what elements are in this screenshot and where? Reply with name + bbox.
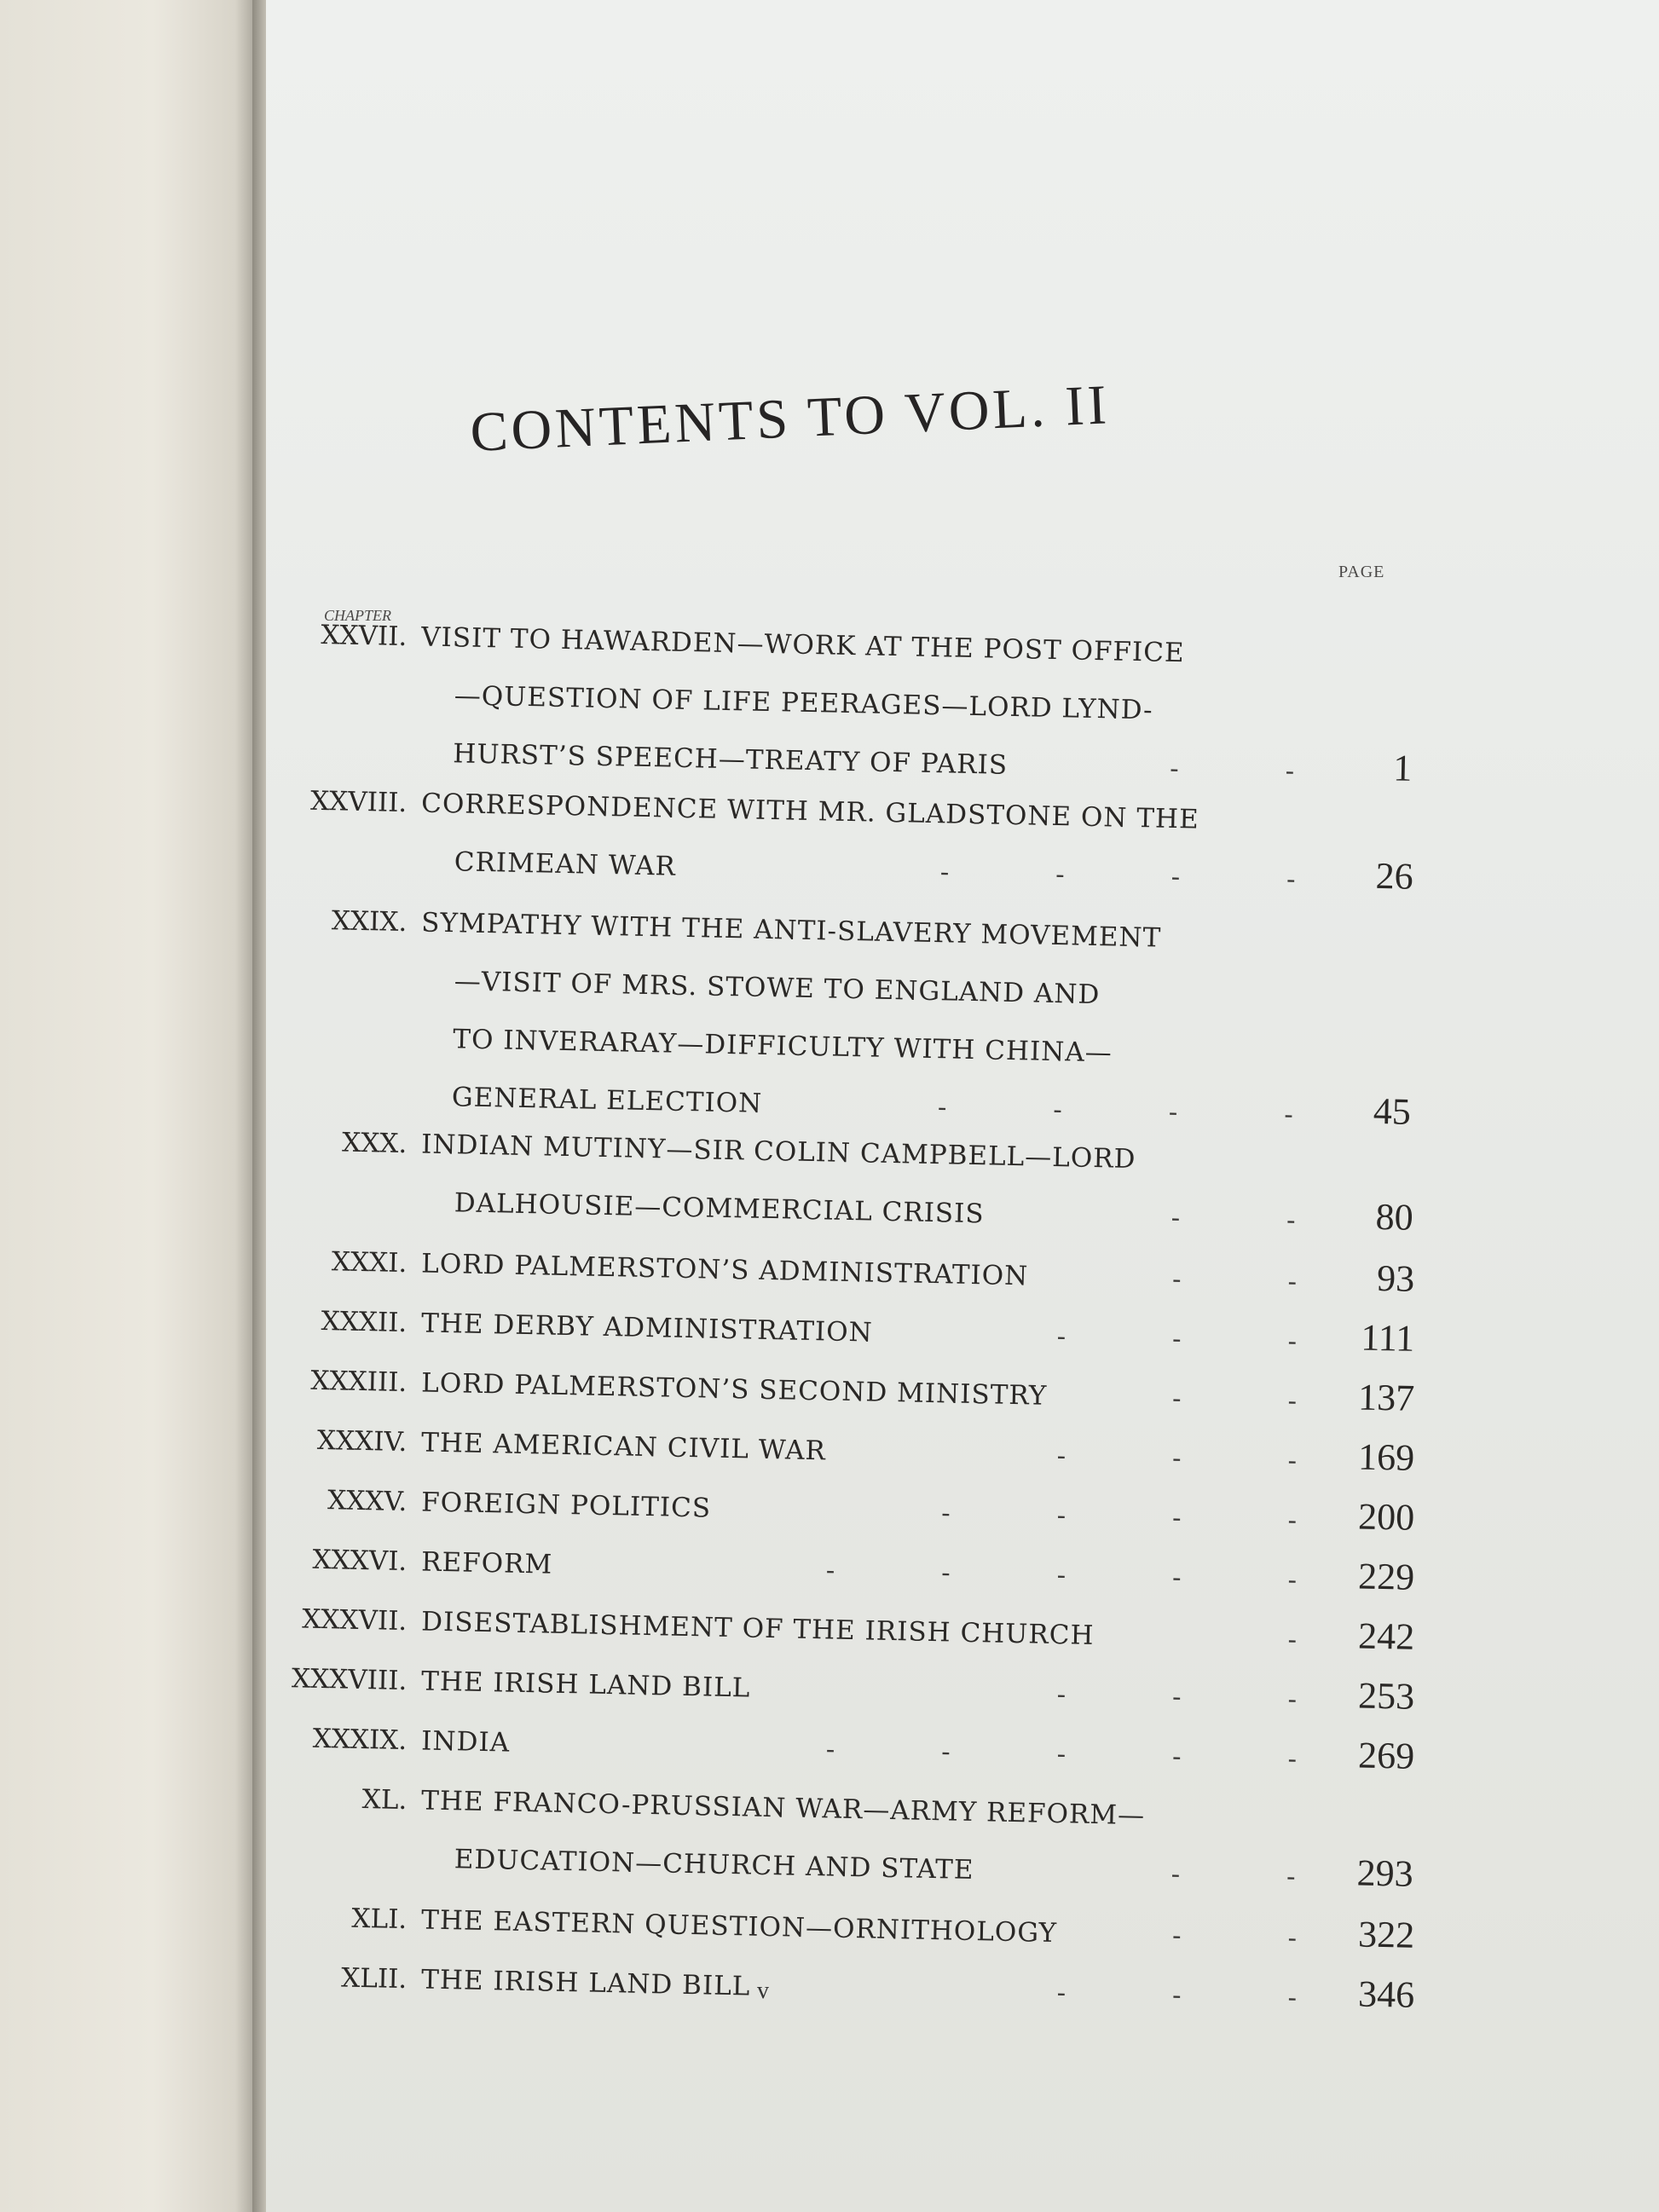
page-number: 322	[1357, 1913, 1415, 1956]
chapter-title-line: INDIA	[420, 1725, 511, 1759]
page-folio: v	[757, 1978, 769, 2004]
chapter-title-line: CORRESPONDENCE WITH MR. GLADSTONE ON THE	[420, 788, 1200, 835]
page-number: 229	[1357, 1555, 1415, 1598]
chapter-title-line: TO INVERARAY—DIFFICULTY WITH CHINA—	[453, 1024, 1113, 1069]
chapter-numeral: XL.	[361, 1783, 408, 1816]
chapter-numeral: XXXIII.	[310, 1365, 408, 1399]
leader-dashes: - -	[1171, 1383, 1304, 1418]
chapter-title-line: LORD PALMERSTON’S ADMINISTRATION	[420, 1248, 1029, 1292]
chapter-numeral: XXXVIII.	[291, 1663, 408, 1697]
leader-dashes: - -	[1171, 1263, 1304, 1298]
page-number: 253	[1357, 1674, 1415, 1718]
leader-dashes: - - -	[1056, 1978, 1304, 2014]
chapter-numeral: XXXIV.	[316, 1424, 408, 1458]
chapter-numeral: XXVII.	[321, 619, 408, 653]
page-number: 111	[1360, 1316, 1415, 1360]
chapter-numeral: XLII.	[340, 1962, 408, 1995]
chapter-title-line: THE FRANCO-PRUSSIAN WAR—ARMY REFORM—	[420, 1785, 1146, 1832]
page-number: 346	[1357, 1972, 1415, 2016]
leader-dashes: - -	[1171, 1202, 1303, 1237]
toc-entry	[279, 1769, 1415, 1909]
page-number: 93	[1376, 1256, 1415, 1300]
chapter-numeral: XXXVII.	[301, 1603, 408, 1637]
chapter-numeral: XLI.	[351, 1903, 408, 1936]
chapter-title-line: VISIT TO HAWARDEN—WORK AT THE POST OFFICE	[420, 621, 1185, 669]
chapter-numeral: XXVIII.	[309, 785, 408, 819]
chapter-numeral: XXXV.	[327, 1485, 408, 1518]
leader-dashes: - - -	[1056, 1321, 1304, 1358]
chapter-title-line: DALHOUSIE—COMMERCIAL CRISIS	[454, 1187, 985, 1230]
page-number: 137	[1357, 1376, 1415, 1419]
page-number: 80	[1375, 1195, 1414, 1239]
toc-entry	[279, 1112, 1415, 1252]
page-number: 269	[1357, 1734, 1415, 1777]
chapter-numeral: XXXI.	[331, 1246, 408, 1279]
leader-dashes: -	[1287, 1624, 1304, 1656]
leader-dashes: - -	[1171, 1920, 1304, 1955]
chapter-numeral: XXX.	[341, 1127, 408, 1160]
page-number: 1	[1392, 747, 1413, 789]
chapter-numeral: XXXIX.	[312, 1723, 408, 1757]
chapter-numeral: XXXII.	[321, 1305, 408, 1339]
page-column-label: PAGE	[1338, 563, 1385, 581]
chapter-column-label: CHAPTER	[324, 607, 391, 624]
chapter-title-line: SYMPATHY WITH THE ANTI-SLAVERY MOVEMENT	[420, 907, 1162, 954]
leader-dashes: - - - -	[940, 1498, 1304, 1537]
chapter-title-line: FOREIGN POLITICS	[420, 1487, 712, 1524]
chapter-title-line: THE AMERICAN CIVIL WAR	[420, 1427, 827, 1467]
chapter-title-line: REFORM	[420, 1546, 553, 1580]
chapter-title-line: —QUESTION OF LIFE PEERAGES—LORD LYND-	[454, 680, 1153, 726]
leader-dashes: - - - -	[937, 1092, 1301, 1131]
chapter-title-line: THE EASTERN QUESTION—ORNITHOLOGY	[420, 1904, 1058, 1949]
leader-dashes: - - - - -	[825, 1734, 1304, 1776]
page-number: 45	[1373, 1089, 1412, 1133]
leader-dashes: - - -	[1056, 1441, 1304, 1477]
chapter-title-line: INDIAN MUTINY—SIR COLIN CAMPBELL—LORD	[420, 1129, 1136, 1175]
leader-dashes: - - - -	[939, 857, 1303, 896]
chapter-title-line: CRIMEAN WAR	[454, 846, 677, 882]
chapter-title-line: DISESTABLISHMENT OF THE IRISH CHURCH	[420, 1606, 1095, 1651]
page-number: 293	[1356, 1851, 1414, 1895]
toc-entry	[279, 771, 1415, 911]
leader-dashes: - - - - -	[825, 1555, 1304, 1597]
chapter-title-line: EDUCATION—CHURCH AND STATE	[454, 1844, 974, 1886]
leader-dashes: - - -	[1056, 1679, 1304, 1716]
page-number: 26	[1375, 854, 1414, 898]
chapter-title-line: THE IRISH LAND BILL	[420, 1964, 751, 2002]
chapter-title-line: HURST’S SPEECH—TREATY OF PARIS	[453, 738, 1009, 781]
toc-entry	[278, 605, 1415, 803]
leader-dashes: - -	[1171, 1858, 1303, 1893]
toc-entry	[276, 891, 1414, 1146]
chapter-title-line: THE IRISH LAND BILL	[420, 1666, 751, 1704]
chapter-title-line: LORD PALMERSTON’S SECOND MINISTRY	[420, 1367, 1048, 1412]
chapter-title-line: THE DERBY ADMINISTRATION	[420, 1308, 874, 1349]
chapter-numeral: XXIX.	[331, 905, 408, 939]
page-number: 242	[1357, 1614, 1415, 1658]
page-number: 200	[1357, 1495, 1415, 1539]
leader-dashes: - -	[1169, 753, 1302, 788]
page-title: CONTENTS TO VOL. II	[469, 373, 1112, 464]
chapter-numeral: XXXVI.	[312, 1544, 408, 1578]
chapter-title-line: —VISIT OF MRS. STOWE TO ENGLAND AND	[454, 966, 1101, 1011]
chapter-title-line: GENERAL ELECTION	[451, 1082, 763, 1119]
page-number: 169	[1357, 1435, 1415, 1479]
